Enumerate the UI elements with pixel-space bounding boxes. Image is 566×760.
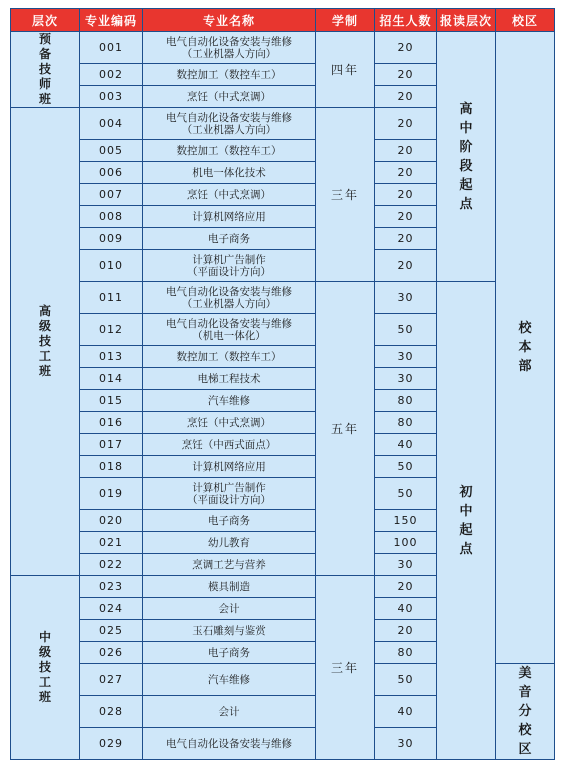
- level-cell: 高 级 技 工 班: [11, 108, 80, 576]
- count-cell: 150: [375, 510, 437, 532]
- count-cell: 20: [375, 108, 437, 140]
- code-cell: 019: [80, 478, 143, 510]
- count-cell: 20: [375, 162, 437, 184]
- count-cell: 80: [375, 642, 437, 664]
- name-cell: [143, 478, 316, 510]
- name-line-1: 烹调工艺与营养: [192, 558, 266, 571]
- code-cell: 007: [80, 184, 143, 206]
- name-cell: [143, 32, 316, 64]
- name-cell: [143, 368, 316, 390]
- name-line-1: 烹饪（中西式面点）: [181, 438, 277, 451]
- count-cell: 40: [375, 434, 437, 456]
- code-cell: 018: [80, 456, 143, 478]
- code-cell: 003: [80, 86, 143, 108]
- name-line-1: 数控加工（数控车工）: [176, 144, 282, 157]
- name-line-1: 烹饪（中式烹调）: [187, 90, 271, 103]
- code-cell: 028: [80, 696, 143, 728]
- count-cell: 50: [375, 664, 437, 696]
- code-cell: 027: [80, 664, 143, 696]
- name-line-1: 数控加工（数控车工）: [176, 68, 282, 81]
- code-cell: 017: [80, 434, 143, 456]
- count-cell: 20: [375, 250, 437, 282]
- name-line-1: 电子商务: [208, 232, 250, 245]
- name-line-1: 会计: [218, 705, 240, 718]
- header-years: 学制: [316, 9, 375, 32]
- name-cell: [143, 64, 316, 86]
- name-line-1: 烹饪（中式烹调）: [187, 416, 271, 429]
- code-cell: 016: [80, 412, 143, 434]
- name-line-1: 电气自动化设备安装与维修: [166, 317, 292, 330]
- code-cell: 013: [80, 346, 143, 368]
- code-cell: 010: [80, 250, 143, 282]
- header-level: 层次: [11, 9, 80, 32]
- years-cell: 五年: [316, 282, 375, 576]
- count-cell: 20: [375, 228, 437, 250]
- name-cell: [143, 696, 316, 728]
- count-cell: 50: [375, 456, 437, 478]
- name-line-1: 电子商务: [208, 514, 250, 527]
- count-cell: 20: [375, 140, 437, 162]
- header-count: 招生人数: [375, 9, 437, 32]
- code-cell: 023: [80, 576, 143, 598]
- code-cell: 021: [80, 532, 143, 554]
- code-cell: 008: [80, 206, 143, 228]
- header-stage: 报读层次: [437, 9, 496, 32]
- name-line-2: （工业机器人方向）: [181, 123, 277, 136]
- name-cell: [143, 314, 316, 346]
- code-cell: 011: [80, 282, 143, 314]
- name-line-1: 计算机广告制作: [192, 481, 266, 494]
- name-line-1: 汽车维修: [208, 673, 250, 686]
- name-cell: [143, 206, 316, 228]
- stage-cell: 初 中 起 点: [437, 282, 496, 760]
- count-cell: 20: [375, 86, 437, 108]
- name-line-1: 电气自动化设备安装与维修: [166, 737, 292, 750]
- name-line-1: 幼儿教育: [208, 536, 250, 549]
- count-cell: 20: [375, 64, 437, 86]
- code-cell: 004: [80, 108, 143, 140]
- name-line-2: （平面设计方向）: [187, 493, 271, 506]
- name-cell: [143, 184, 316, 206]
- name-line-1: 玉石雕刻与鉴赏: [192, 624, 266, 637]
- years-cell: 三年: [316, 108, 375, 282]
- count-cell: 20: [375, 620, 437, 642]
- name-line-1: 计算机网络应用: [192, 460, 266, 473]
- name-cell: [143, 390, 316, 412]
- table-row: [11, 32, 555, 64]
- count-cell: 30: [375, 554, 437, 576]
- name-line-1: 会计: [218, 602, 240, 615]
- name-cell: [143, 434, 316, 456]
- name-cell: [143, 282, 316, 314]
- code-cell: 012: [80, 314, 143, 346]
- years-cell: 三年: [316, 576, 375, 760]
- name-cell: [143, 532, 316, 554]
- code-cell: 029: [80, 728, 143, 760]
- name-line-1: 烹饪（中式烹调）: [187, 188, 271, 201]
- name-cell: [143, 228, 316, 250]
- header-row: [11, 9, 555, 32]
- name-cell: [143, 664, 316, 696]
- name-cell: [143, 140, 316, 162]
- name-line-1: 数控加工（数控车工）: [176, 350, 282, 363]
- code-cell: 006: [80, 162, 143, 184]
- header-campus: 校区: [496, 9, 555, 32]
- header-code: 专业编码: [80, 9, 143, 32]
- code-cell: 005: [80, 140, 143, 162]
- count-cell: 20: [375, 206, 437, 228]
- code-cell: 001: [80, 32, 143, 64]
- code-cell: 024: [80, 598, 143, 620]
- count-cell: 100: [375, 532, 437, 554]
- name-line-1: 汽车维修: [208, 394, 250, 407]
- enrollment-table-wrapper: [10, 8, 555, 760]
- name-line-2: （平面设计方向）: [187, 265, 271, 278]
- code-cell: 026: [80, 642, 143, 664]
- name-line-1: 模具制造: [208, 580, 250, 593]
- level-cell: 中 级 技 工 班: [11, 576, 80, 760]
- count-cell: 40: [375, 696, 437, 728]
- count-cell: 30: [375, 346, 437, 368]
- campus-cell: 美 音 分 校 区: [496, 664, 555, 760]
- name-cell: [143, 86, 316, 108]
- code-cell: 002: [80, 64, 143, 86]
- header-name: 专业名称: [143, 9, 316, 32]
- code-cell: 015: [80, 390, 143, 412]
- code-cell: 022: [80, 554, 143, 576]
- count-cell: 30: [375, 368, 437, 390]
- count-cell: 80: [375, 390, 437, 412]
- name-cell: [143, 412, 316, 434]
- code-cell: 020: [80, 510, 143, 532]
- name-cell: [143, 510, 316, 532]
- name-line-1: 电气自动化设备安装与维修: [166, 111, 292, 124]
- name-cell: [143, 620, 316, 642]
- count-cell: 30: [375, 282, 437, 314]
- campus-cell: 校 本 部: [496, 32, 555, 664]
- table-row: [11, 282, 555, 314]
- count-cell: 20: [375, 576, 437, 598]
- enrollment-table: [10, 8, 555, 760]
- name-cell: [143, 456, 316, 478]
- stage-cell: 高 中 阶 段 起 点: [437, 32, 496, 282]
- count-cell: 80: [375, 412, 437, 434]
- name-line-2: （工业机器人方向）: [181, 47, 277, 60]
- name-cell: [143, 108, 316, 140]
- count-cell: 30: [375, 728, 437, 760]
- name-line-1: 电气自动化设备安装与维修: [166, 285, 292, 298]
- name-line-1: 电梯工程技术: [197, 372, 261, 385]
- count-cell: 50: [375, 314, 437, 346]
- name-line-2: （机电一体化）: [192, 329, 266, 342]
- years-cell: 四年: [316, 32, 375, 108]
- count-cell: 50: [375, 478, 437, 510]
- table-body: [11, 32, 555, 760]
- name-line-1: 电子商务: [208, 646, 250, 659]
- name-cell: [143, 598, 316, 620]
- name-line-1: 电气自动化设备安装与维修: [166, 35, 292, 48]
- code-cell: 014: [80, 368, 143, 390]
- name-line-2: （工业机器人方向）: [181, 297, 277, 310]
- name-cell: [143, 554, 316, 576]
- name-cell: [143, 728, 316, 760]
- name-cell: [143, 576, 316, 598]
- code-cell: 025: [80, 620, 143, 642]
- count-cell: 20: [375, 184, 437, 206]
- name-cell: [143, 642, 316, 664]
- code-cell: 009: [80, 228, 143, 250]
- count-cell: 20: [375, 32, 437, 64]
- level-cell: 预 备 技 师 班: [11, 32, 80, 108]
- name-line-1: 机电一体化技术: [192, 166, 266, 179]
- name-cell: [143, 250, 316, 282]
- count-cell: 40: [375, 598, 437, 620]
- name-cell: [143, 346, 316, 368]
- name-cell: [143, 162, 316, 184]
- name-line-1: 计算机网络应用: [192, 210, 266, 223]
- name-line-1: 计算机广告制作: [192, 253, 266, 266]
